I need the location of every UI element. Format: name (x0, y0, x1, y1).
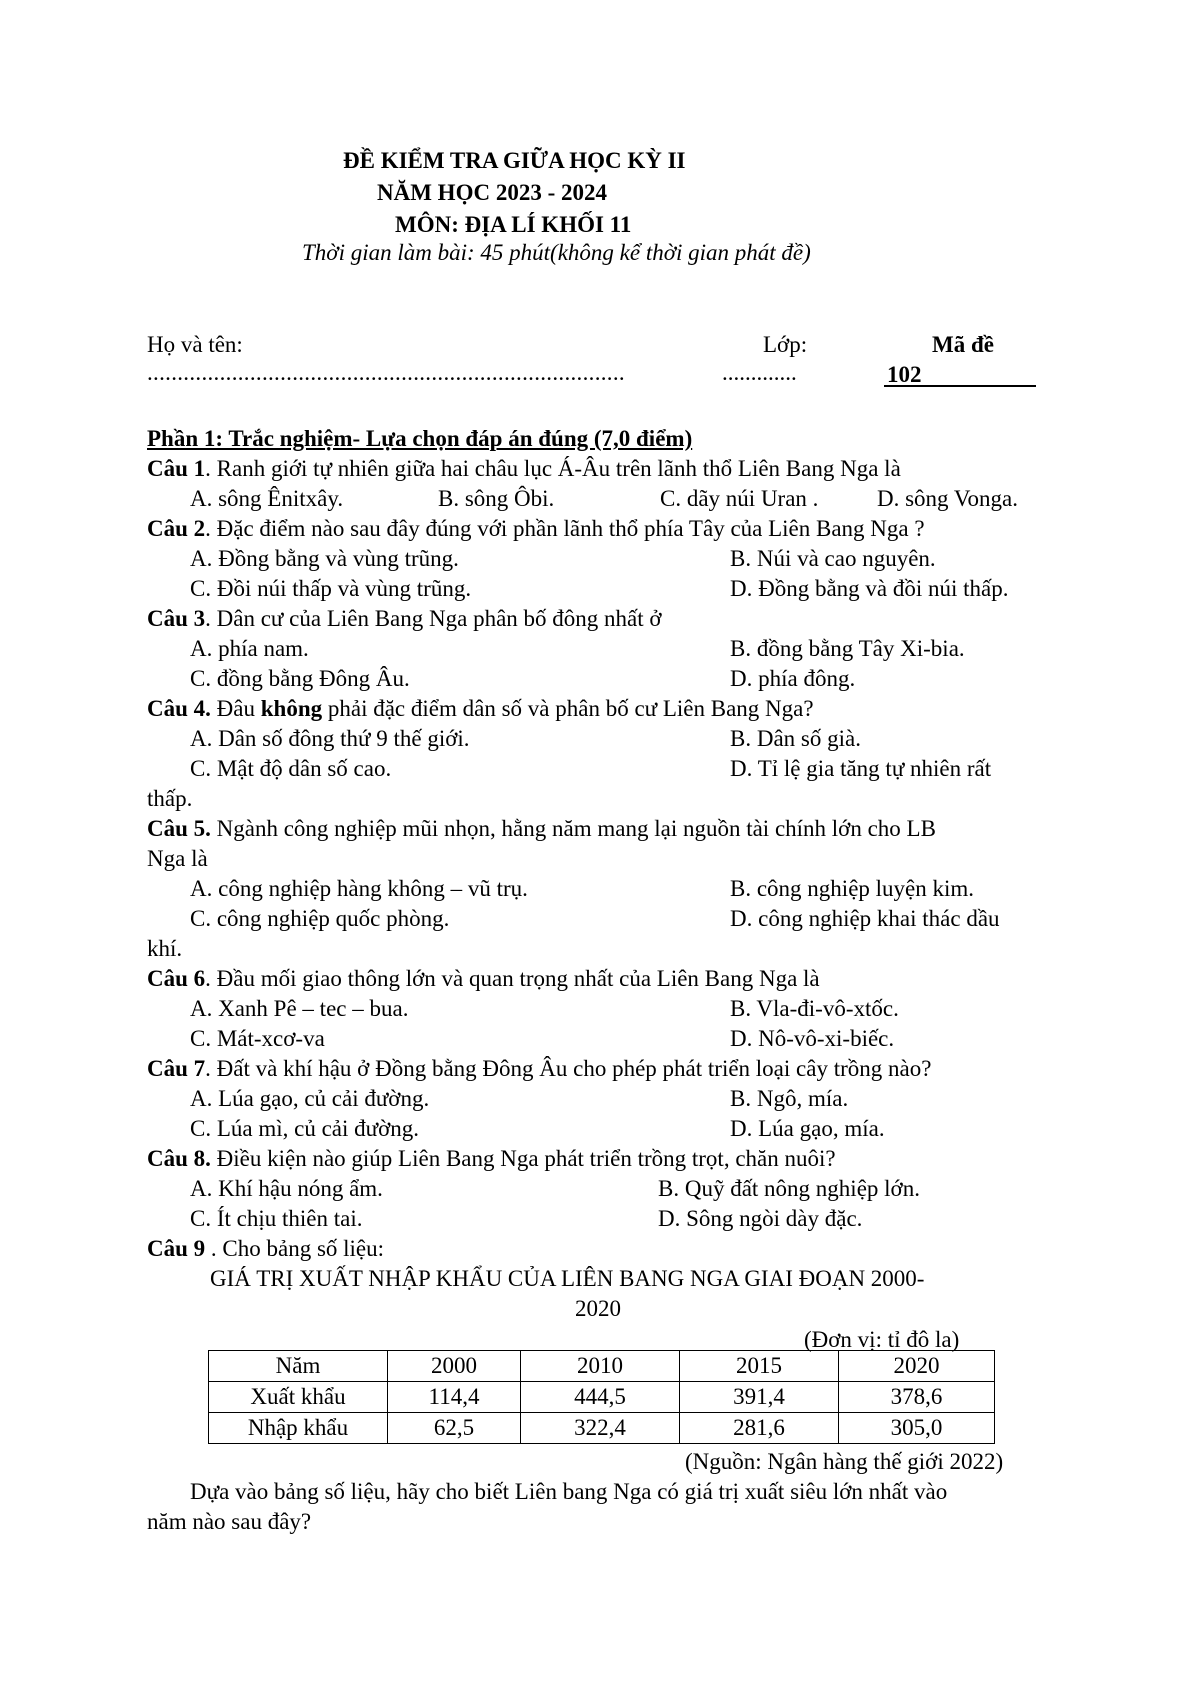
table-title-cont: 2020 (575, 1296, 621, 1321)
exam-code-value: 102 (887, 362, 922, 387)
table-cell: 281,6 (680, 1413, 839, 1444)
q7-option-b: B. Ngô, mía. (730, 1086, 849, 1111)
table-unit: (Đơn vị: tỉ đô la) (804, 1327, 960, 1352)
question-text: . Đặc điểm nào sau đây đúng với phần lãnh thổ phía Tây của Liên Bang Nga ? (205, 516, 925, 541)
q8-option-c: C. Ít chịu thiên tai. (190, 1206, 363, 1231)
part1-title: Phần 1: Trắc nghiệm- Lựa chọn đáp án đúng (7,0 điểm) (147, 426, 693, 451)
q7-option-c: C. Lúa mì, củ cải đường. (190, 1116, 420, 1141)
question-8 (147, 1146, 836, 1172)
q5-option-d: D. công nghiệp khai thác dầu (730, 906, 1000, 931)
q8-option-b: B. Quỹ đất nông nghiệp lớn. (658, 1176, 920, 1201)
q7-option-a: A. Lúa gạo, củ cải đường. (190, 1086, 430, 1111)
question-number: Câu 3 (147, 606, 206, 631)
question-9 (147, 1236, 384, 1262)
table-cell: 378,6 (839, 1382, 995, 1413)
q1-option-b: B. sông Ôbi. (438, 486, 555, 511)
q5-option-d-cont: khí. (147, 936, 183, 961)
question-text: Điều kiện nào giúp Liên Bang Nga phát triển trồng trọt, chăn nuôi? (210, 1146, 836, 1171)
exam-duration: Thời gian làm bài: 45 phút(không kể thời gian phát đề) (302, 240, 811, 265)
question-emphasis: không (260, 696, 323, 721)
q3-option-c: C. đồng bằng Đông Âu. (190, 666, 410, 691)
question-5 (147, 816, 936, 842)
q4-option-d: D. Tỉ lệ gia tăng tự nhiên rất (730, 756, 992, 781)
question-text: Ngành công nghiệp mũi nhọn, hằng năm mang lại nguồn tài chính lớn cho LB (210, 816, 936, 841)
name-label: Họ và tên: (147, 332, 243, 357)
question-text: . Dân cư của Liên Bang Nga phân bố đông nhất ở (205, 606, 662, 631)
question-5-cont: Nga là (147, 846, 208, 871)
q6-option-d: D. Nô-vô-xi-biếc. (730, 1026, 895, 1051)
exam-code-label: Mã đề (932, 332, 994, 357)
name-dots: ............................................................................... (147, 360, 625, 385)
q5-option-b: B. công nghiệp luyện kim. (730, 876, 975, 901)
q4-option-c: C. Mật độ dân số cao. (190, 756, 392, 781)
question-text: . Đầu mối giao thông lớn và quan trọng nhất của Liên Bang Nga là (205, 966, 820, 991)
class-dots: ............. (722, 360, 797, 385)
q4-option-a: A. Dân số đông thứ 9 thế giới. (190, 726, 470, 751)
question-text: . Cho bảng số liệu: (205, 1236, 385, 1261)
table-cell: 444,5 (521, 1382, 680, 1413)
table-cell: Nhập khẩu (209, 1413, 388, 1444)
question-9-prompt-cont: năm nào sau đây? (147, 1509, 312, 1534)
q2-option-b: B. Núi và cao nguyên. (730, 546, 936, 571)
question-text: . Ranh giới tự nhiên giữa hai châu lục Á-Âu trên lãnh thổ Liên Bang Nga là (205, 456, 901, 481)
table-header-cell: 2020 (839, 1351, 995, 1382)
table-header-cell: 2015 (680, 1351, 839, 1382)
q6-option-a: A. Xanh Pê – tec – bua. (190, 996, 409, 1021)
q3-option-a: A. phía nam. (190, 636, 309, 661)
question-number: Câu 8. (147, 1146, 211, 1171)
q3-option-d: D. phía đông. (730, 666, 856, 691)
question-2 (147, 516, 925, 542)
table-header-cell: 2010 (521, 1351, 680, 1382)
q4-option-b: B. Dân số già. (730, 726, 861, 751)
class-label: Lớp: (763, 332, 808, 357)
table-row (209, 1382, 995, 1413)
q3-option-b: B. đồng bằng Tây Xi-bia. (730, 636, 965, 661)
table-source: (Nguồn: Ngân hàng thế giới 2022) (685, 1449, 1004, 1474)
table-header-row (209, 1351, 995, 1382)
table-cell: 114,4 (388, 1382, 521, 1413)
table-row (209, 1413, 995, 1444)
q2-option-d: D. Đồng bằng và đồi núi thấp. (730, 576, 1009, 601)
q5-option-c: C. công nghiệp quốc phòng. (190, 906, 450, 931)
q1-option-d: D. sông Vonga. (877, 486, 1018, 511)
question-number: Câu 2 (147, 516, 206, 541)
q4-option-d-cont: thấp. (147, 786, 193, 811)
q8-option-d: D. Sông ngòi dày đặc. (658, 1206, 863, 1231)
school-year: NĂM HỌC 2023 - 2024 (377, 180, 607, 205)
exam-title: ĐỀ KIỂM TRA GIỮA HỌC KỲ II (343, 148, 686, 173)
question-7 (147, 1056, 931, 1082)
q1-option-a: A. sông Ênitxây. (190, 486, 344, 511)
question-1 (147, 456, 901, 482)
question-9-prompt: Dựa vào bảng số liệu, hãy cho biết Liên bang Nga có giá trị xuất siêu lớn nhất vào (190, 1479, 948, 1504)
data-table (208, 1350, 995, 1444)
question-number: Câu 7 (147, 1056, 206, 1081)
table-cell: 305,0 (839, 1413, 995, 1444)
table-cell: 62,5 (388, 1413, 521, 1444)
table-cell: 322,4 (521, 1413, 680, 1444)
question-4 (147, 696, 814, 722)
question-number: Câu 1 (147, 456, 206, 481)
table-header-cell: 2000 (388, 1351, 521, 1382)
subject-title: MÔN: ĐỊA LÍ KHỐI 11 (395, 212, 632, 237)
q2-option-a: A. Đồng bằng và vùng trũng. (190, 546, 459, 571)
question-6 (147, 966, 820, 992)
q5-option-a: A. công nghiệp hàng không – vũ trụ. (190, 876, 528, 901)
table-cell: 391,4 (680, 1382, 839, 1413)
question-number: Câu 6 (147, 966, 206, 991)
q1-option-c: C. dãy núi Uran . (660, 486, 819, 511)
q7-option-d: D. Lúa gạo, mía. (730, 1116, 885, 1141)
question-text: . Đất và khí hậu ở Đồng bằng Đông Âu cho phép phát triển loại cây trồng nào? (205, 1056, 932, 1081)
q6-option-c: C. Mát-xcơ-va (190, 1026, 325, 1051)
question-number: Câu 5. (147, 816, 211, 841)
question-number: Câu 4. (147, 696, 211, 721)
q2-option-c: C. Đồi núi thấp và vùng trũng. (190, 576, 472, 601)
q8-option-a: A. Khí hậu nóng ẩm. (190, 1176, 383, 1201)
question-text-rest: phải đặc điểm dân số và phân bố cư Liên Bang Nga? (322, 696, 814, 721)
question-number: Câu 9 (147, 1236, 206, 1261)
table-header-cell: Năm (209, 1351, 388, 1382)
question-text: Đâu (210, 696, 261, 721)
question-3 (147, 606, 662, 632)
exam-code-underline (884, 385, 1036, 387)
table-title: GIÁ TRỊ XUẤT NHẬP KHẨU CỦA LIÊN BANG NGA GIAI ĐOẠN 2000- (210, 1266, 925, 1291)
q6-option-b: B. Vla-đi-vô-xtốc. (730, 996, 899, 1021)
table-cell: Xuất khẩu (209, 1382, 388, 1413)
